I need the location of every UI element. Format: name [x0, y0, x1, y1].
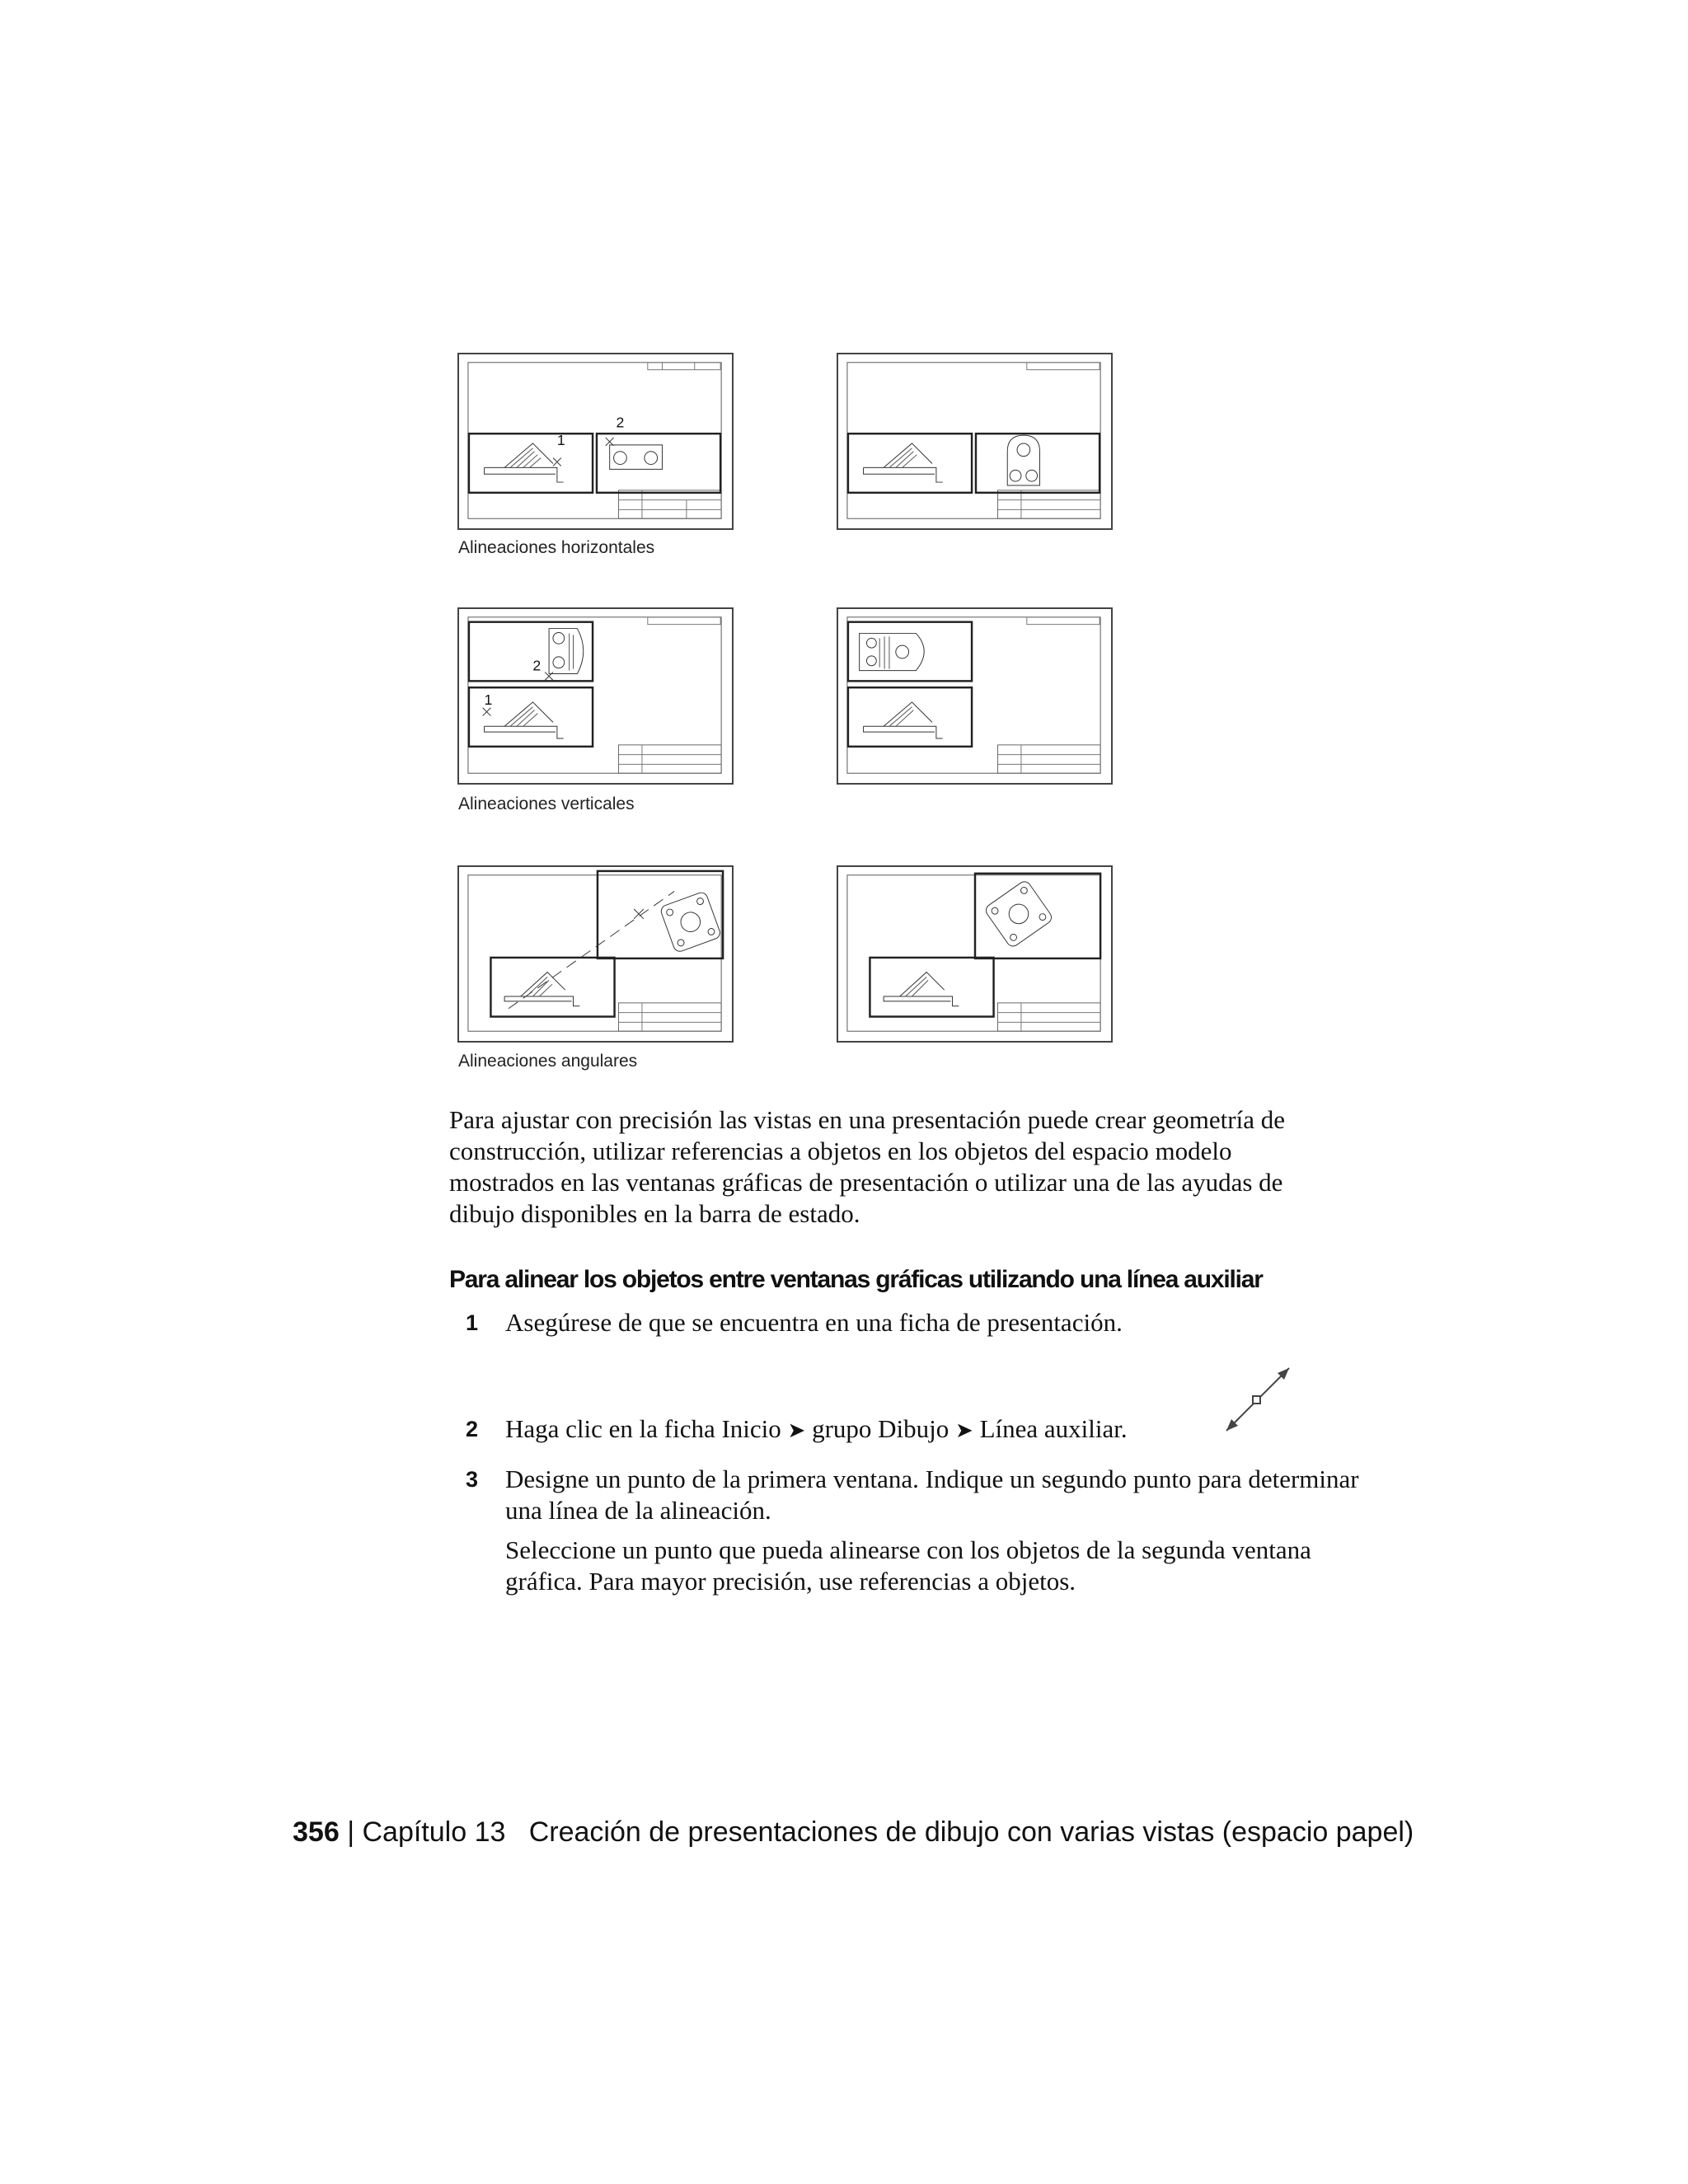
layout-sheet-horizontal-after: [837, 353, 1113, 530]
step-number: 2: [466, 1417, 479, 1441]
page-footer: [293, 1816, 1414, 1849]
drawing-horizontal-after: [838, 354, 1111, 528]
caption-angular: Alineaciones angulares: [458, 1052, 638, 1071]
footer-separator: |: [347, 1816, 355, 1848]
caption-vertical: Alineaciones verticales: [458, 794, 635, 813]
layout-sheet-vertical-before: [457, 607, 734, 785]
drawing-horizontal-before: [459, 354, 732, 528]
layout-sheet-angular-after: [837, 865, 1113, 1043]
layout-sheet-angular-before: [457, 865, 734, 1043]
ribbon-command-path: Línea auxiliar.: [979, 1414, 1128, 1443]
ribbon-group-path: grupo Dibujo: [812, 1414, 950, 1443]
layout-sheet-horizontal-before: [457, 353, 734, 530]
step-number: 1: [466, 1310, 479, 1335]
procedure-heading: Para alinear los objetos entre ventanas gráficas utilizando una línea auxiliar: [449, 1266, 1263, 1293]
step-number: 3: [466, 1467, 479, 1492]
menu-arrow-icon: ➤: [955, 1418, 973, 1442]
step-note: Seleccione un punto que pueda alinearse con los objetos de la segunda ventana gráfica. Para mayor precisión, use referencias a objetos.: [505, 1535, 1311, 1596]
layout-sheet-vertical-after: [837, 607, 1113, 785]
step-text: Designe un punto de la primera ventana. Indique un segundo punto para determinar una línea de la alineación.: [505, 1465, 1359, 1525]
marker-1: 1: [484, 691, 493, 708]
marker-2: 2: [616, 414, 625, 431]
drawing-angular-before: [459, 867, 732, 1041]
marker-2: 2: [532, 657, 542, 674]
chapter-label: Capítulo 13: [362, 1816, 506, 1848]
step-text: Asegúrese de que se encuentra en una ficha de presentación.: [505, 1308, 1123, 1337]
chapter-title: Creación de presentaciones de dibujo con varias vistas (espacio papel): [528, 1816, 1414, 1848]
ribbon-tab-path: Haga clic en la ficha Inicio: [505, 1414, 781, 1443]
page-number: 356: [293, 1816, 340, 1848]
drawing-angular-after: [838, 867, 1111, 1041]
body-paragraph: Para ajustar con precisión las vistas en una presentación puede crear geometría de construcción, utilizar referencias a objetos en los objetos del espacio modelo mostrados en las ventanas gráficas de presentación o utilizar una de las ayudas de dibujo disponibles en la barra de estado.: [449, 1105, 1285, 1228]
caption-horizontal: Alineaciones horizontales: [458, 538, 655, 557]
construction-line-icon: [1218, 1360, 1297, 1439]
drawing-vertical-after: [838, 609, 1111, 783]
menu-arrow-icon: ➤: [787, 1418, 806, 1442]
marker-1: 1: [556, 431, 565, 448]
drawing-vertical-before: [459, 609, 732, 783]
